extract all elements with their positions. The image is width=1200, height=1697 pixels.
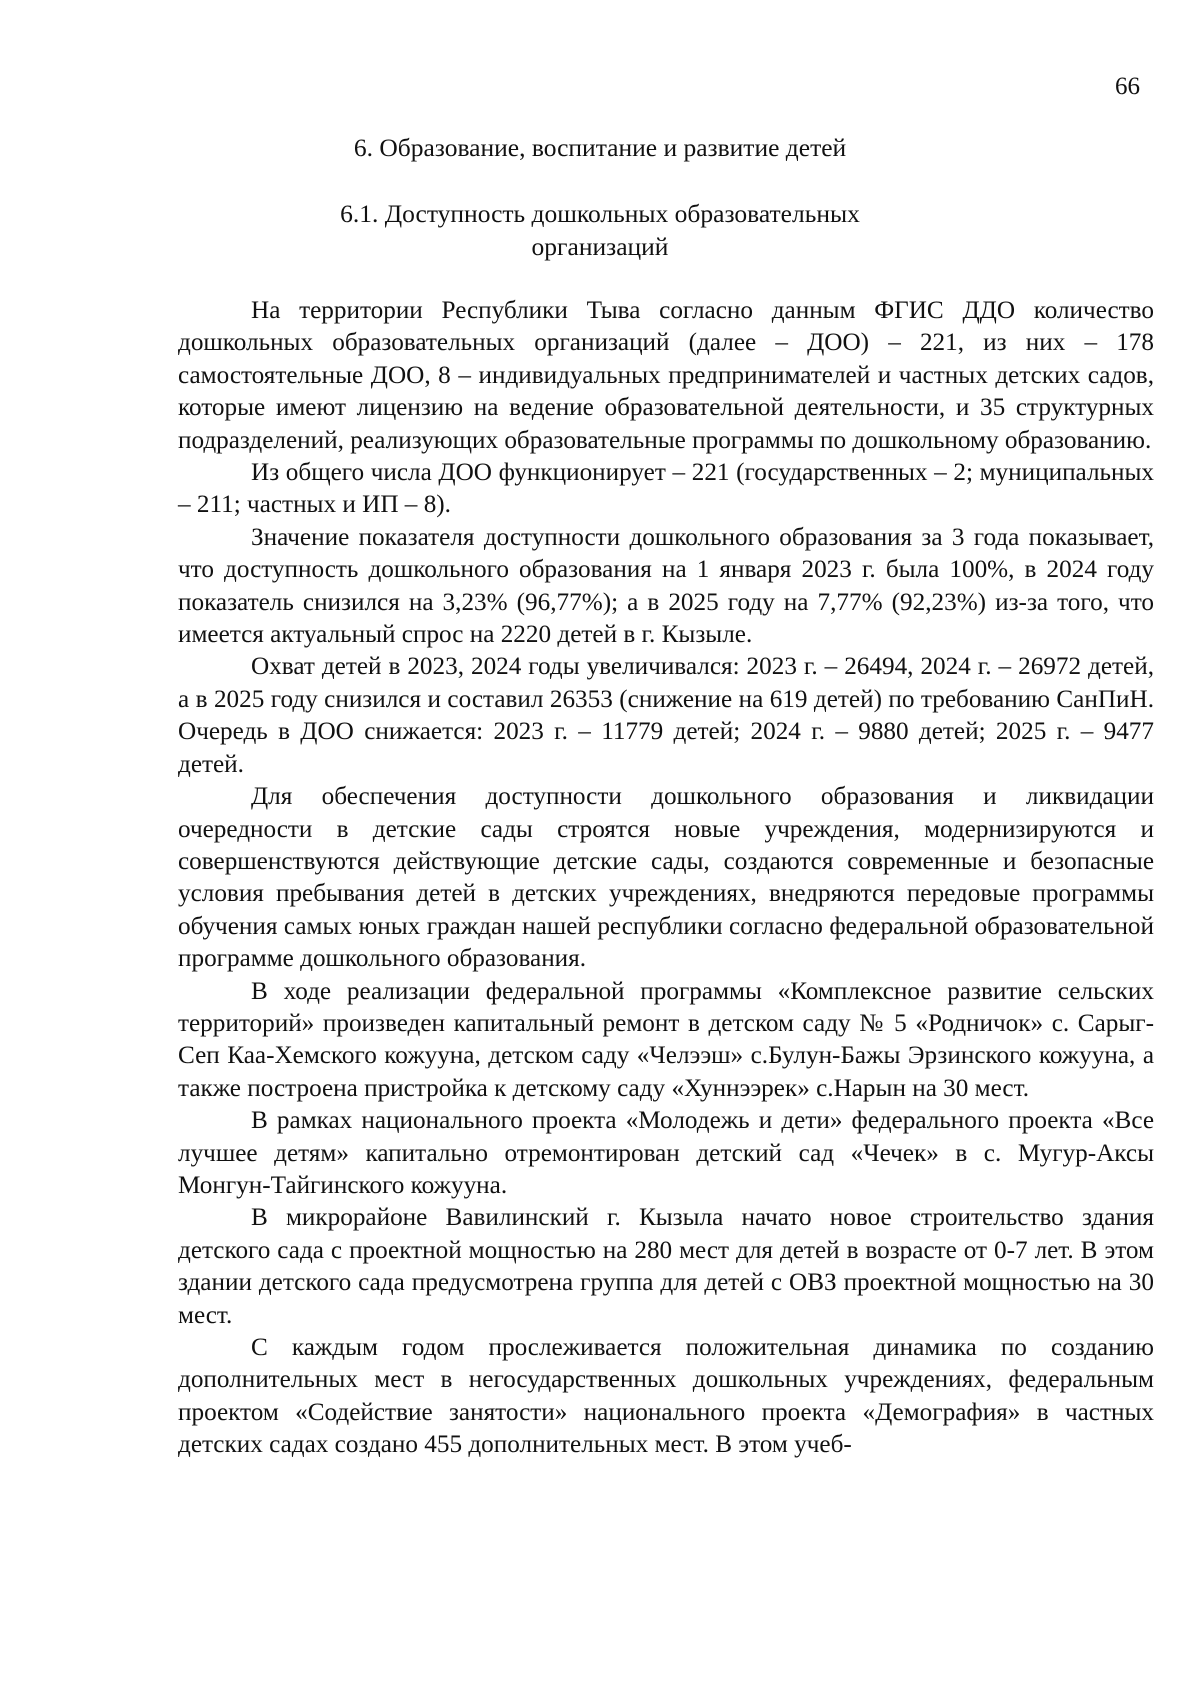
subsection-title-line-2: организаций [531, 232, 669, 261]
paragraph-vavilinsky-construction: В микрорайоне Вавилинский г. Кызыла начато новое строительство здания детского сада с проектной мощностью на 280 мест для детей в возрасте от 0-7 лет. В этом здании детского сада предусмотрена группа для детей с ОВЗ проектной мощностью на 30 мест. [178, 1204, 1154, 1329]
paragraph-doo-count: На территории Республики Тыва согласно данным ФГИС ДДО количество дошкольных образовательных организаций (далее – ДОО) – 221, из них – 178 самостоятельные ДОО, 8 – индивидуальных предпринимателей и частных детских садов, которые имеют лицензию на ведение образовательной деятельности, и 35 структурных подразделений, реализующих образовательные программы по дошкольному образованию. [178, 297, 1154, 454]
paragraph-national-project: В рамках национального проекта «Молодежь и дети» федерального проекта «Все лучшее детям» капитально отремонтирован детский сад «Чечек» в с. Мугур-Аксы Монгун-Тайгинского кожууна. [178, 1107, 1154, 1199]
section-title: 6. Образование, воспитание и развитие детей [353, 133, 847, 162]
paragraph-rural-program: В ходе реализации федеральной программы «Комплексное развитие сельских территорий» произведен капитальный ремонт в детском саду № 5 «Родничок» с. Сарыг-Сеп Каа-Хемского кожууна, детском саду «Челээш» с.Булун-Бажы Эрзинского кожууна, а также построена пристройка к детскому саду «Хуннээрек» с.Нарын на 30 мест. [178, 977, 1154, 1102]
page-number: 66 [1115, 73, 1140, 100]
paragraph-accessibility-indicator: Значение показателя доступности дошкольного образования за 3 года показывает, что доступность дошкольного образования на 1 января 2023 г. была 100%, в 2024 году показатель снизился на 3,23% (96,77%); а в 2025 году на 7,77% (92,23%) из-за того, что имеется актуальный спрос на 2220 детей в г. Кызыле. [178, 523, 1154, 649]
subsection-title [0, 197, 1200, 263]
paragraph-children-coverage: Охват детей в 2023, 2024 годы увеличивался: 2023 г. – 26494, 2024 г. – 26972 детей, а в 2025 году снизился и составил 26353 (снижение на 619 детей) по требованию СанПиН. Очередь в ДОО снижается: 2023 г. – 11779 детей; 2024 г. – 9880 детей; 2025 г. – 9477 детей. [178, 653, 1154, 778]
body-text [178, 295, 1154, 1462]
paragraph-doo-functioning: Из общего числа ДОО функционирует – 221 (государственных – 2; муниципальных – 211; частных и ИП – 8). [178, 459, 1154, 519]
paragraph-new-facilities: Для обеспечения доступности дошкольного образования и ликвидации очередности в детские сады строятся новые учреждения, модернизируются и совершенствуются действующие детские сады, создаются современные и безопасные условия пребывания детей в детских учреждениях, внедряются передовые программы обучения самых юных граждан нашей республики согласно федеральной образовательной программе дошкольного образования. [178, 783, 1154, 973]
paragraph-additional-places: С каждым годом прослеживается положительная динамика по созданию дополнительных мест в негосударственных дошкольных учреждениях, федеральным проектом «Содействие занятости» национального проекта «Демография» в частных детских садах создано 455 дополнительных мест. В этом учеб- [178, 1334, 1154, 1459]
subsection-title-line-1: 6.1. Доступность дошкольных образовательных [340, 199, 860, 228]
